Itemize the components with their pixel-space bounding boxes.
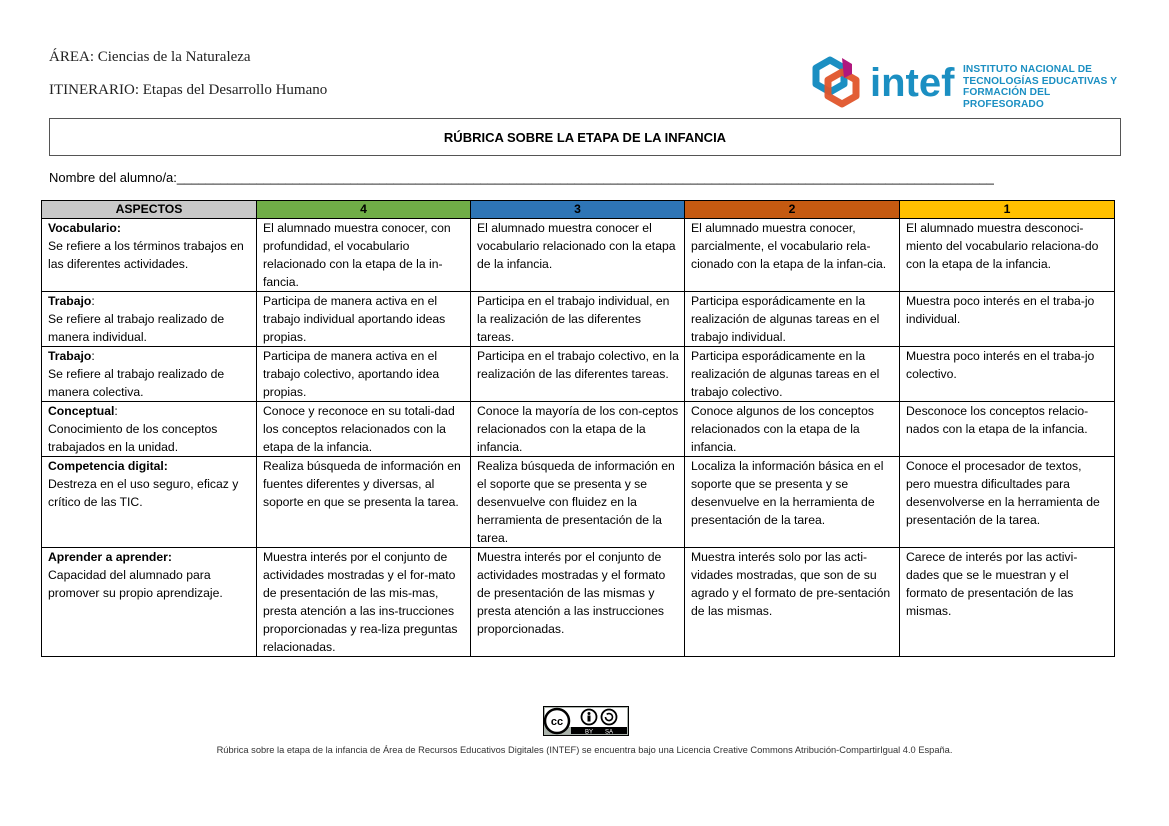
level-3-cell: Participa en el trabajo individual, en la realización de las diferentes tareas. [471,292,685,347]
level-2-cell: Muestra interés solo por las acti-vidades mostradas, que son de su agrado y el formato de pre-sentación de las mismas. [685,548,900,657]
logo-line-3: FORMACIÓN DEL PROFESORADO [963,87,1051,110]
header-level-1: 1 [900,201,1115,219]
license-footer: Rúbrica sobre la etapa de la infancia de Área de Recursos Educativos Digitales (INTEF) se encuentra bajo una Licencia Creative Commons Atribución-CompartirIgual 4.0 España. [216,745,953,755]
level-2-cell: Participa esporádicamente en la realización de algunas tareas en el trabajo colectivo. [685,347,900,402]
table-row [42,402,1115,457]
logo-line-2: TECNOLOGÍAS EDUCATIVAS Y [963,75,1118,87]
level-1-cell: Carece de interés por las activi-dades que se le muestran y el formato de presentación de las mismas. [900,548,1115,657]
area-label: ÁREA: Ciencias de la Naturaleza [49,49,251,65]
aspect-cell [42,457,257,548]
level-3-cell: Participa en el trabajo colectivo, en la realización de las diferentes tareas. [471,347,685,402]
aspect-name: Aprender a aprender: [48,550,172,564]
level-3-cell: Realiza búsqueda de información en el soporte que se presenta y se desenvuelve con fluidez en la herramienta de presentación de la tarea. [471,457,685,548]
header-level-3: 3 [471,201,685,219]
level-1-cell: Muestra poco interés en el traba-jo colectivo. [900,347,1115,402]
level-3-cell: Muestra interés por el conjunto de actividades mostradas y el formato de presentación de las mismas y presta atención a las instrucciones proporcionadas. [471,548,685,657]
aspect-cell: Trabajo: Se refiere al trabajo realizado de manera individual. [42,292,257,347]
rubric-table [41,200,1115,657]
level-4-cell: Participa de manera activa en el trabajo individual aportando ideas propias. [257,292,471,347]
creative-commons-by-sa-icon [543,706,629,736]
aspect-name: Trabajo [48,349,92,363]
logo-line-1: INSTITUTO NACIONAL DE [963,64,1093,75]
aspect-cell [42,219,257,292]
level-3-cell: Conoce la mayoría de los con-ceptos relacionados con la etapa de la infancia. [471,402,685,457]
aspect-description: Se refiere al trabajo realizado de manera individual. [48,312,225,344]
aspect-name: Trabajo [48,294,92,308]
table-row [42,548,1115,657]
level-1-cell: Muestra poco interés en el traba-jo individual. [900,292,1115,347]
aspect-cell [42,548,257,657]
level-4-cell: Participa de manera activa en el trabajo colectivo, aportando idea propias. [257,347,471,402]
level-4-cell: El alumnado muestra conocer, con profundidad, el vocabulario relacionado con la etapa de la in-fancia. [257,219,471,292]
itinerario-label: ITINERARIO: Etapas del Desarrollo Humano [49,82,328,98]
level-2-cell: Conoce algunos de los conceptos relacionados con la etapa de la infancia. [685,402,900,457]
aspect-description: Destreza en el uso seguro, eficaz y crítico de las TIC. [48,477,239,509]
aspect-cell: Trabajo: Se refiere al trabajo realizado de manera colectiva. [42,347,257,402]
svg-text:SA: SA [604,729,614,736]
intef-logo [808,54,1118,110]
document-title: RÚBRICA SOBRE LA ETAPA DE LA INFANCIA [49,118,1121,156]
aspect-name: Competencia digital: [48,459,168,473]
intef-logo-mark-icon [808,54,958,110]
table-row [42,457,1115,548]
level-4-cell: Muestra interés por el conjunto de actividades mostradas y el for-mato de presentación de las mis-mas, presta atención a las ins-trucciones proporcionadas y rea-liza preguntas relacionadas. [257,548,471,657]
header-row [42,201,1115,219]
header-level-2: 2 [685,201,900,219]
level-2-cell: El alumnado muestra conocer, parcialmente, el vocabulario rela-cionado con la etapa de la infan-cia. [685,219,900,292]
level-4-cell: Conoce y reconoce en su totali-dad los conceptos relacionados con la etapa de la infancia. [257,402,471,457]
svg-text:cc: cc [550,716,564,728]
aspect-description: Se refiere al trabajo realizado de manera colectiva. [48,367,225,399]
level-1-cell: El alumnado muestra desconoci-miento del vocabulario relaciona-do con la etapa de la infancia. [900,219,1115,292]
svg-text:intef: intef [870,61,955,105]
level-1-cell: Conoce el procesador de textos, pero muestra dificultades para desenvolverse en la herramienta de presentación de la tarea. [900,457,1115,548]
level-1-cell: Desconoce los conceptos relacio-nados con la etapa de la infancia. [900,402,1115,457]
header-level-4: 4 [257,201,471,219]
student-name-line: Nombre del alumno/a:_________________________________________________________________________________________________________________ [49,170,994,185]
level-2-cell: Localiza la información básica en el soporte que se presenta y se desenvuelve en la herramienta de presentación de la tarea. [685,457,900,548]
aspect-name: Vocabulario: [48,221,121,235]
header-aspectos: ASPECTOS [42,201,257,219]
level-3-cell: El alumnado muestra conocer el vocabulario relacionado con la etapa de la infancia. [471,219,685,292]
aspect-cell: Conceptual: Conocimiento de los conceptos trabajados en la unidad. [42,402,257,457]
svg-text:BY: BY [584,729,594,736]
level-4-cell: Realiza búsqueda de información en fuentes diferentes y diversas, al soporte en que se presenta la tarea. [257,457,471,548]
table-row [42,219,1115,292]
aspect-name: Conceptual [48,404,115,418]
level-2-cell: Participa esporádicamente en la realización de algunas tareas en el trabajo individual. [685,292,900,347]
table-row [42,292,1115,347]
aspect-description: Se refiere a los términos trabajos en las diferentes actividades. [48,239,244,271]
aspect-description: Capacidad del alumnado para promover su propio aprendizaje. [48,568,223,600]
aspect-description: Conocimiento de los conceptos trabajados en la unidad. [48,422,218,454]
table-row [42,347,1115,402]
